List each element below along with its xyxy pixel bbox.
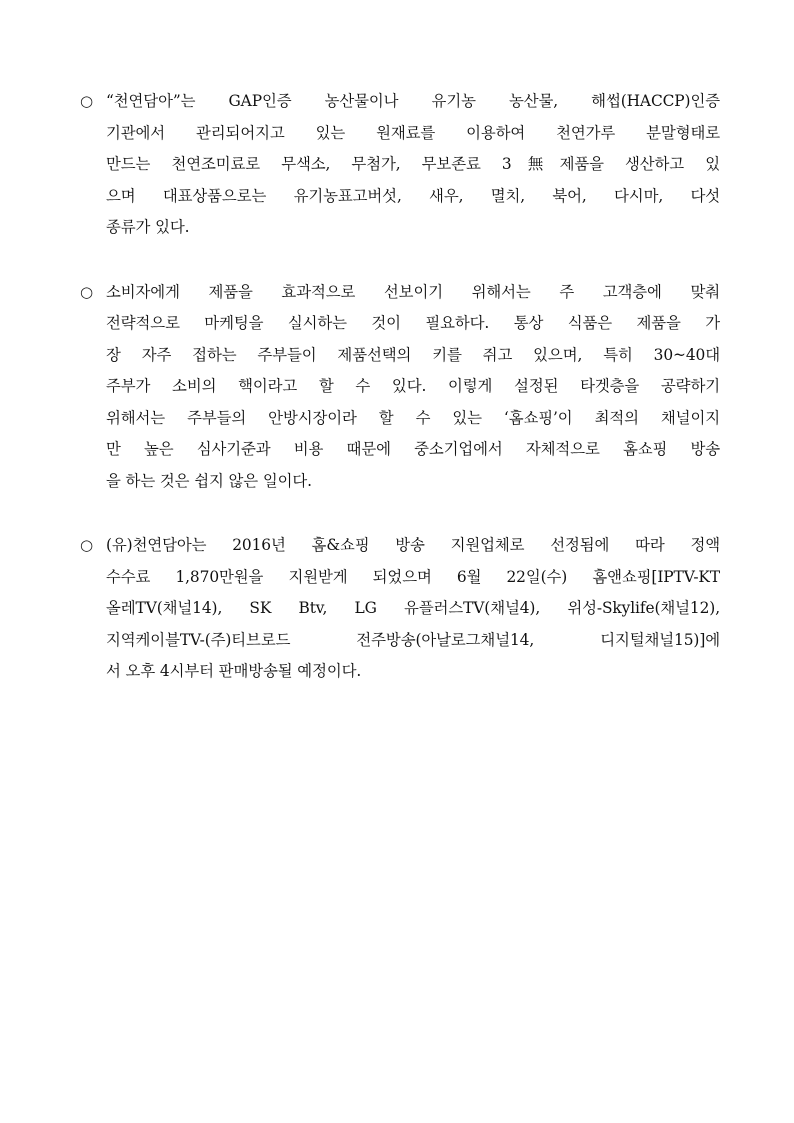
paragraph-text-2 bbox=[106, 277, 720, 498]
paragraph-line: 전략적으로 마케팅을 실시하는 것이 필요하다. 통상 식품은 제품을 가 bbox=[106, 314, 720, 332]
bullet-paragraph-3 bbox=[80, 530, 720, 688]
paragraph-line: “천연담아”는 GAP인증 농산물이나 유기농 농산물, 해썹(HACCP)인증 bbox=[106, 92, 720, 110]
paragraph-line: 지역케이블TV-(주)티브로드 전주방송(아날로그채널14, 디지털채널15)]에 bbox=[106, 630, 720, 649]
paragraph-line: 수수료 1,870만원을 지원받게 되었으며 6월 22일(수) 홈앤쇼핑[IPTV-KT bbox=[106, 567, 720, 586]
paragraph-line: (유)천연담아는 2016년 홈&쇼핑 방송 지원업체로 선정됨에 따라 정액 bbox=[106, 536, 720, 554]
paragraph-line: 만드는 천연조미료로 무색소, 무첨가, 무보존료 3無제품을 생산하고 있 bbox=[106, 155, 720, 173]
paragraph-text-3 bbox=[106, 530, 720, 688]
bullet-circle-icon: ○ bbox=[80, 92, 94, 110]
bullet-circle-icon: ○ bbox=[80, 282, 94, 301]
bullet-circle-icon: ○ bbox=[80, 536, 94, 554]
paragraph-line: 위해서는 주부들의 안방시장이라 할 수 있는 ‘홈쇼핑’이 최적의 채널이지 bbox=[106, 408, 720, 427]
paragraph-line: 서 오후 4시부터 판매방송될 예정이다. bbox=[106, 662, 362, 680]
document-body bbox=[80, 86, 720, 721]
paragraph-line: 종류가 있다. bbox=[106, 218, 190, 236]
paragraph-line: 을 하는 것은 쉽지 않은 일이다. bbox=[106, 471, 312, 490]
bullet-paragraph-2 bbox=[80, 277, 720, 498]
paragraph-line: 주부가 소비의 핵이라고 할 수 있다. 이렇게 설정된 타겟층을 공략하기 bbox=[106, 377, 720, 395]
bullet-paragraph-1 bbox=[80, 86, 720, 244]
paragraph-text-1 bbox=[106, 86, 720, 244]
paragraph-line: 으며 대표상품으로는 유기농표고버섯, 새우, 멸치, 북어, 다시마, 다섯 bbox=[106, 186, 720, 205]
paragraph-line: 장 자주 접하는 주부들이 제품선택의 키를 쥐고 있으며, 특히 30~40대 bbox=[106, 345, 720, 364]
paragraph-line: 소비자에게 제품을 효과적으로 선보이기 위해서는 주 고객층에 맞춰 bbox=[106, 282, 720, 301]
paragraph-line: 만 높은 심사기준과 비용 때문에 중소기업에서 자체적으로 홈쇼핑 방송 bbox=[106, 440, 720, 458]
paragraph-line: 기관에서 관리되어지고 있는 원재료를 이용하여 천연가루 분말형태로 bbox=[106, 123, 720, 142]
paragraph-line: 올레TV(채널14), SK Btv, LG 유플러스TV(채널4), 위성-Skylife(채널12), bbox=[106, 599, 720, 617]
